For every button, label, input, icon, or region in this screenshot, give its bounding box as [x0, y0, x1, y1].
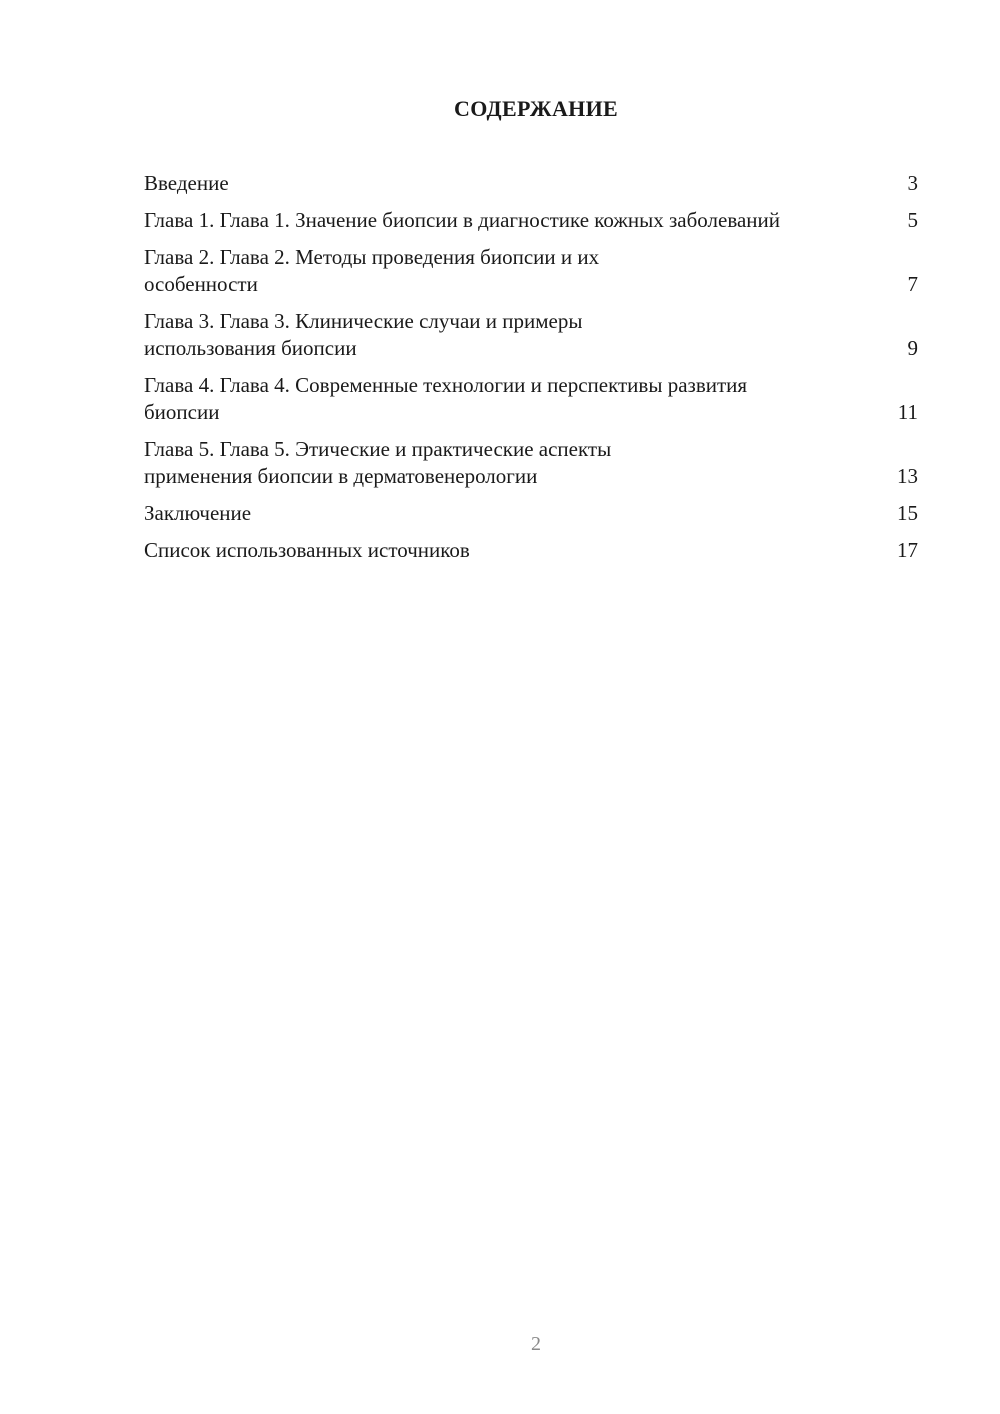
toc-item-chapter-3 [144, 308, 918, 362]
toc-item-page: 7 [907, 272, 918, 296]
toc-item-text: Глава 5. Глава 5. Этические и практические аспекты применения биопсии в дерматовенерологии [144, 437, 612, 488]
toc-item-text: Список использованных источников [144, 538, 470, 562]
page-number: 2 [531, 1333, 541, 1355]
toc-item-text: Глава 1. Глава 1. Значение биопсии в диагностике кожных заболеваний [144, 208, 781, 232]
toc-item-page: 13 [897, 464, 918, 488]
toc-item-chapter-1 [144, 207, 918, 234]
toc-item-page: 15 [897, 501, 918, 525]
toc-item-text: Введение [144, 171, 229, 195]
toc-item-page: 5 [907, 208, 918, 232]
toc-item-text: Заключение [144, 501, 252, 525]
toc-item-page: 17 [897, 538, 918, 562]
toc-item-chapter-5 [144, 436, 918, 490]
toc-item-chapter-2 [144, 244, 918, 298]
toc-item-page: 9 [907, 336, 918, 360]
toc-item-text: Глава 3. Глава 3. Клинические случаи и примеры использования биопсии [144, 309, 583, 360]
toc-item-introduction [144, 170, 918, 197]
toc-item-text: Глава 2. Глава 2. Методы проведения биопсии и их особенности [144, 245, 600, 296]
toc-item-conclusion [144, 500, 918, 527]
toc-title: СОДЕРЖАНИЕ [454, 96, 618, 121]
toc-item-page: 3 [907, 171, 918, 195]
toc-item-page: 11 [897, 400, 918, 424]
table-of-contents [144, 170, 918, 574]
toc-item-chapter-4 [144, 372, 918, 426]
toc-item-text: Глава 4. Глава 4. Современные технологии и перспективы развития биопсии [144, 373, 748, 424]
toc-item-references [144, 537, 918, 564]
